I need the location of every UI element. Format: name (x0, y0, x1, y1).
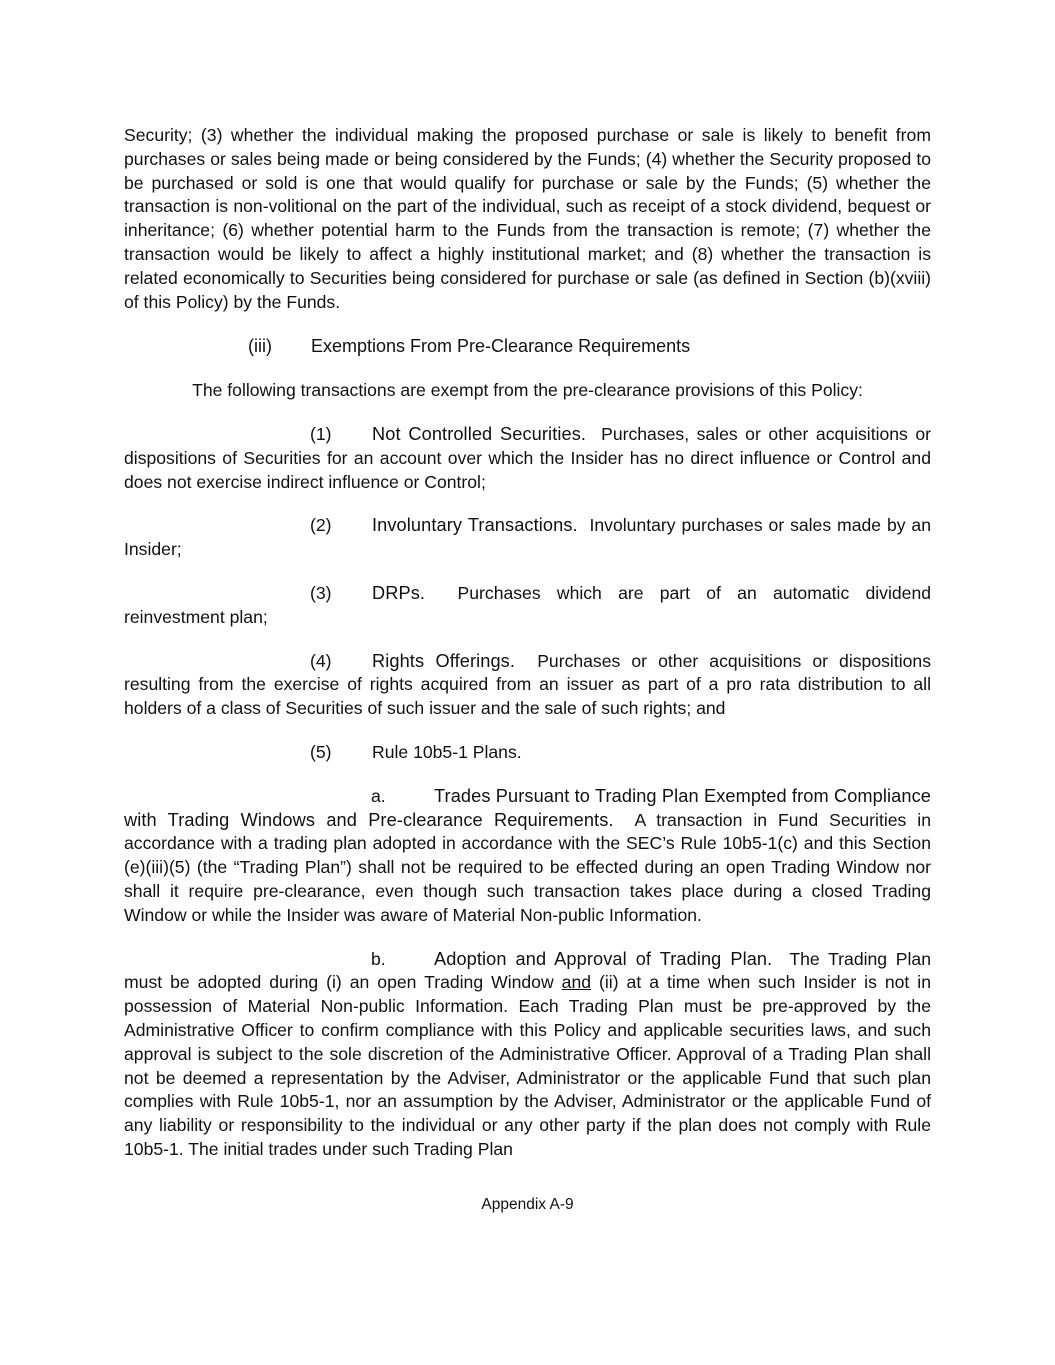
item-title: Rule 10b5-1 Plans. (372, 741, 522, 762)
subitem-letter: a. (371, 785, 386, 806)
subitem-title: Adoption and Approval of Trading Plan. (434, 948, 773, 969)
item-title: DRPs. (372, 582, 426, 603)
document-page (124, 124, 931, 1162)
item-number: (3) (310, 582, 332, 603)
item-title: Rights Offerings. (372, 650, 516, 671)
section-title: Exemptions From Pre-Clearance Requirements (311, 336, 691, 357)
subitem-text: A transaction in Fund Securities in accordance with a trading plan adopted in accordance with the SEC’s Rule 10b5-1(c) and this Section (e)(iii)(5) (the “Trading Plan”) shall not be required to be effected during an open Trading Window nor shall it require pre-clearance, even though such transaction takes place during a closed Trading Window or while the Insider was aware of Material Non-public Information. (124, 809, 931, 925)
lead-in-paragraph: The following transactions are exempt from the pre-clearance provisions of this Policy: (192, 380, 863, 401)
subitem-letter: b. (371, 948, 386, 969)
item-text: Involuntary purchases or sales made by an Insider; (124, 515, 931, 560)
item-text: Purchases, sales or other acquisitions or dispositions of Securities for an account over which the Insider has no direct influence or Control and does not exercise indirect influence or Control; (124, 423, 932, 492)
sub-list-item (124, 948, 931, 1162)
item-number: (4) (310, 650, 332, 671)
list-item (124, 423, 931, 494)
list-item (124, 650, 931, 721)
subitem-title: Trades Pursuant to Trading Plan Exempted from Compliance with Trading Windows and Pre-clearance Requirements. (124, 785, 931, 830)
subitem-text-after: (ii) at a time when such Insider is not in possession of Material Non-public Information. Each Trading Plan must be pre-approved by the Administrative Officer to confirm compliance with this Policy and applicable securities laws, and such approval is subject to the sole discretion of the Administrative Officer. Approval of a Trading Plan shall not be deemed a representation by the Adviser, Administrator or the applicable Fund that such plan complies with Rule 10b5-1, nor an assumption by the Adviser, Administrator or the applicable Fund of any liability or responsibility to the individual or any other party if the plan does not comply with Rule 10b5-1. The initial trades under such Trading Plan (124, 972, 932, 1159)
item-text: Purchases or other acquisitions or dispositions resulting from the exercise of rights acquired from an issuer as part of a pro rata distribution to all holders of a class of Securities of such issuer and the sale of such rights; and (124, 650, 931, 719)
subitem-text-underlined: and (561, 972, 592, 993)
item-number: (5) (310, 741, 332, 762)
list-item (124, 741, 931, 765)
item-text: Purchases which are part of an automatic dividend reinvestment plan; (124, 582, 932, 627)
section-heading (124, 335, 931, 359)
page-footer: Appendix A-9 (481, 1196, 574, 1213)
list-item (124, 514, 931, 562)
intro-paragraph: Security; (3) whether the individual making the proposed purchase or sale is likely to benefit from purchases or sales being made or being considered by the Funds; (4) whether the Security proposed to be purchased or sold is one that would qualify for purchase or sale by the Funds; (5) whether the transaction is non-volitional on the part of the individual, such as receipt of a stock dividend, bequest or inheritance; (6) whether potential harm to the Funds from the transaction is remote; (7) whether the transaction would be likely to affect a highly institutional market; and (8) whether the transaction is related economically to Securities being considered for purchase or sale (as defined in Section (b)(xviii) of this Policy) by the Funds. (124, 125, 931, 312)
item-title: Not Controlled Securities. (372, 423, 587, 444)
subitem-text-before: The Trading Plan must be adopted during (i) an open Trading Window (124, 948, 931, 993)
list-item (124, 582, 931, 630)
sub-list-item (124, 785, 931, 928)
item-number: (1) (310, 423, 332, 444)
item-number: (2) (310, 515, 332, 536)
section-number: (iii) (248, 336, 272, 357)
item-title: Involuntary Transactions. (372, 515, 578, 536)
